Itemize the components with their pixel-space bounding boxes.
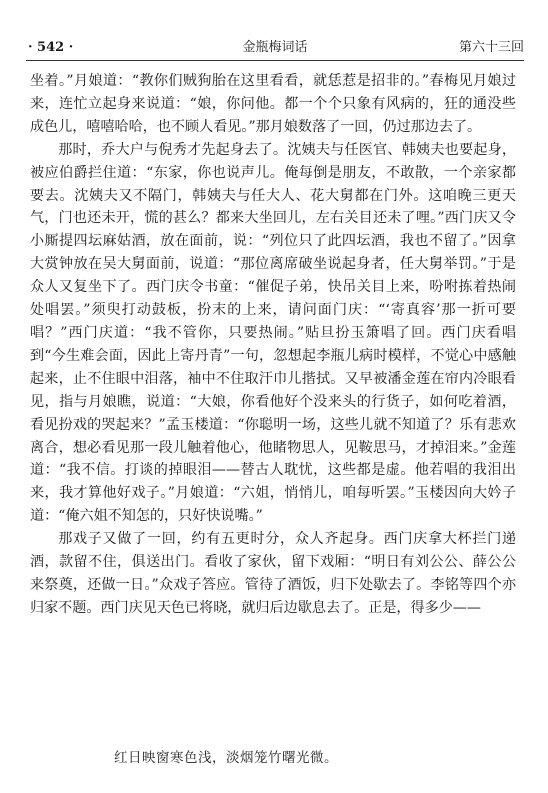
- main-text: [30, 70, 516, 620]
- book-title: 金瓶梅词话: [242, 40, 308, 55]
- poem-line: 红日映窗寒色浅，淡烟笼竹曙光微。: [114, 750, 338, 766]
- page-number: · 542 ·: [28, 40, 74, 55]
- paragraph-2: 那时，乔大户与倪秀才先起身去了。沈姨夫与任医官、韩姨夫也要起身，被应伯爵拦住道：“东家，你也说声儿。俺每倒是朋友，不敢散，一个亲家都要去。沈姨夫又不隔门，韩姨夫与任大人、花大舅都在门外。这咱晚三更天气，门也还未开，慌的甚么？都来大坐回儿，左右关目还未了哩。”西门庆又令小厮提四坛麻姑酒，放在面前，说：“列位只了此四坛酒，我也不留了。”因拿大赏钟放在吴大舅面前，说道：“那位离席破坐说起身者，任大舅举罚。”于是众人又复坐下了。西门庆令书童：“催促子弟，快吊关目上来，吩咐拣着热闹处唱罢。”须臾打动鼓板，扮末的上来，请问面门庆：“‘寄真容’那一折可要唱？”西门庆道：“我不管你，只要热闹。”贴旦扮玉箫唱了回。西门庆看唱到“今生难会面，因此上寄丹青”一句，忽想起李瓶儿病时模样，不觉心中感触起来，止不住眼中泪落，袖中不住取汗巾儿揩拭。又早被潘金莲在帘内冷眼看见，指与月娘瞧，说道：“大娘，你看他好个没来头的行货子，如何吃着酒，看见扮戏的哭起来？”孟玉楼道：“你聪明一场，这些儿就不知道了？乐有悲欢离合，想必看见那一段儿触着他心，他睹物思人，见鞍思马，才掉泪来。”金莲道：“我不信。打谈的掉眼泪——替古人耽忧，这些都是虚。他若唱的我泪出来，我才算他好戏子。”月娘道：“六姐，悄悄儿，咱每听罢。”玉楼因向大妗子道：“俺六姐不知怎的，只好快说嘴。”: [30, 141, 516, 525]
- page-header: [26, 38, 524, 61]
- paragraph-1: 坐着。”月娘道：“教你们贼狗胎在这里看看，就恁惹是招非的。”春梅见月娘过来，连忙立起身来说道：“娘，你问他。都一个个只象有风病的，狂的通没些成色儿，嘻嘻哈哈，也不顾人看见。”那月娘数落了一回，仍过那边去了。: [30, 73, 516, 135]
- chapter-title: 第六十三回: [458, 40, 524, 55]
- paragraph-3: 那戏子又做了一回，约有五更时分，众人齐起身。西门庆拿大杯拦门递酒，款留不住，俱送出门。看收了家伙，留下戏厢：“明日有刘公公、薛公公来祭奠，还做一日。”众戏子答应。管待了酒饭，归下处歇去了。李铭等四个亦归家不题。西门庆见天色已将晓，就归后边歇息去了。正是，得多少——: [30, 531, 516, 616]
